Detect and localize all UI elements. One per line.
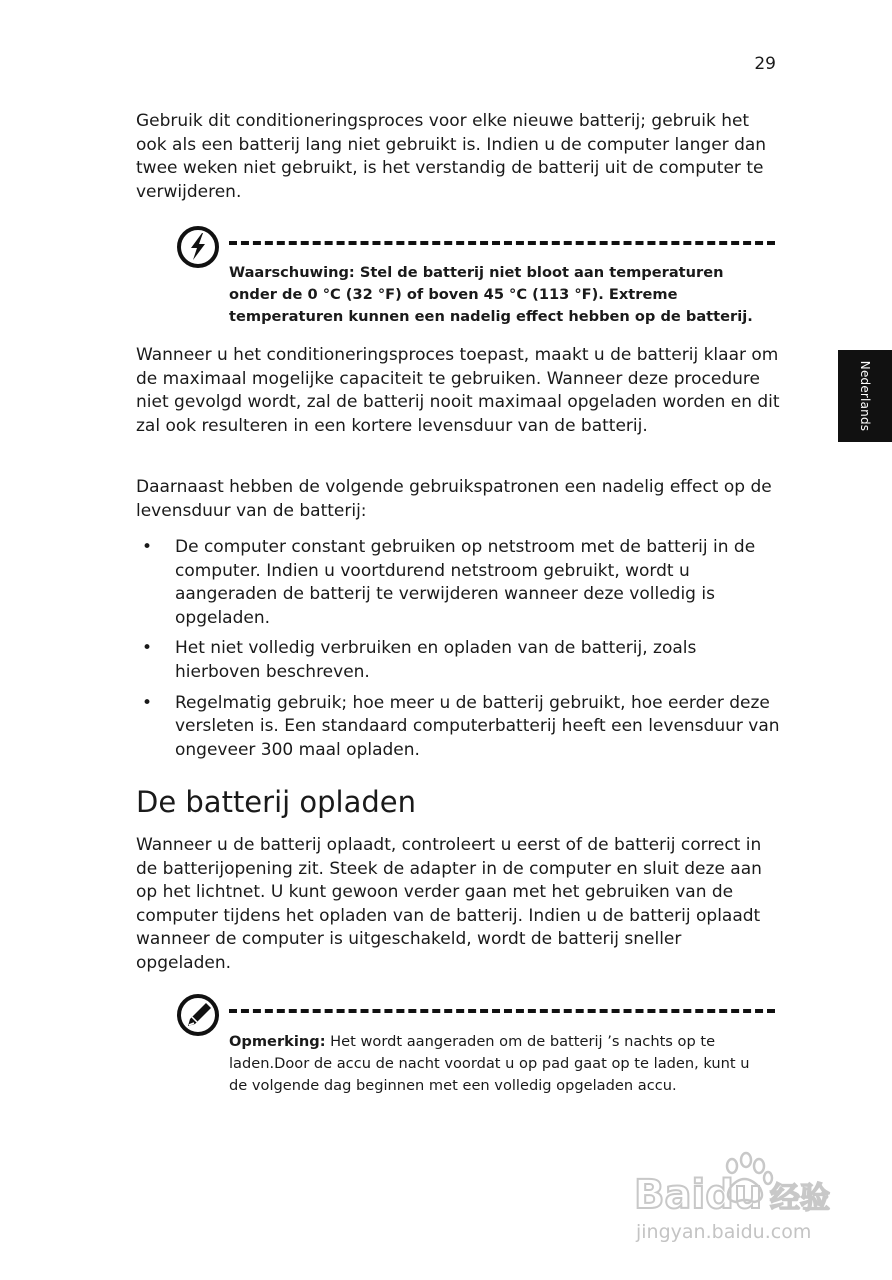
- baidu-watermark: [632, 1148, 842, 1248]
- list-item: [136, 637, 781, 684]
- section-heading: De batterij opladen: [136, 785, 417, 819]
- list-item-text: De computer constant gebruiken op netstroom met de batterij in de computer. Indien u voortdurend netstroom gebruikt, wordt u aangeraden de batterij te verwijderen wanneer deze volledig is opgeladen.: [175, 537, 756, 628]
- bullet-symbol: •: [142, 537, 153, 557]
- note-label: Opmerking:: [229, 1033, 326, 1050]
- note-pen-icon: [176, 993, 220, 1037]
- usage-pattern-list: [136, 536, 781, 769]
- warning-lightning-icon: [176, 225, 220, 269]
- page-number: 29: [754, 54, 776, 74]
- list-item-text: Het niet volledig verbruiken en opladen van de batterij, zoals hierboven beschreven.: [175, 638, 697, 682]
- paragraph-charging: Wanneer u de batterij oplaadt, controleert u eerst of de batterij correct in de batterijopening zit. Steek de adapter in de computer en sluit deze aan op het lichtnet. U kunt gewoon verder gaan met het gebruiken van de computer tijdens het opladen van de batterij. Indien u de batterij oplaadt wanneer de computer is uitgeschakeld, wordt de batterij sneller opgeladen.: [136, 835, 762, 973]
- paragraph-conditioning-intro: Gebruik dit conditioneringsproces voor elke nieuwe batterij; gebruik het ook als een batterij lang niet gebruikt is. Indien u de computer langer dan twee weken niet gebruikt, is het verstandig de batterij uit de computer te verwijderen.: [136, 111, 767, 202]
- list-item-text: Regelmatig gebruik; hoe meer u de batterij gebruikt, hoe eerder deze versleten is. Een standaard computerbatterij heeft een levensduur van ongeveer 300 maal opladen.: [175, 692, 780, 760]
- note-body: Het wordt aangeraden om de batterij ’s nachts op te laden.Door de accu de nacht voordat u op pad gaat op te laden, kunt u de volgende dag beginnen met een volledig opgeladen accu.: [229, 1033, 750, 1094]
- list-item: [136, 536, 781, 630]
- paragraph-conditioning-benefit: Wanneer u het conditioneringsproces toepast, maakt u de batterij klaar om de maximaal mogelijke capaciteit te gebruiken. Wanneer deze procedure niet gevolgd wordt, zal de batterij nooit maximaal opgeladen worden en dit zal ook resulteren in een kortere levensduur van de batterij.: [136, 345, 780, 436]
- watermark-chinese: 经验: [770, 1181, 830, 1216]
- warning-text: Waarschuwing: Stel de batterij niet bloot aan temperaturen onder de 0 °C (32 °F) of boven 45 °C (113 °F). Extreme temperaturen kunnen een nadelig effect hebben op de batterij.: [229, 264, 753, 325]
- language-tab: [838, 350, 892, 442]
- list-item: [136, 692, 781, 763]
- bullet-symbol: •: [142, 638, 153, 659]
- language-tab-label: Nederlands: [858, 360, 872, 432]
- note-divider: [229, 1009, 775, 1013]
- bullet-symbol: •: [142, 692, 153, 713]
- watermark-url: jingyan.baidu.com: [636, 1221, 812, 1243]
- warning-divider: [229, 241, 775, 245]
- watermark-brand: Baidu: [634, 1172, 763, 1218]
- paragraph-usage-patterns: Daarnaast hebben de volgende gebruikspatronen een nadelig effect op de levensduur van de batterij:: [136, 477, 772, 521]
- note-text: [229, 1031, 769, 1097]
